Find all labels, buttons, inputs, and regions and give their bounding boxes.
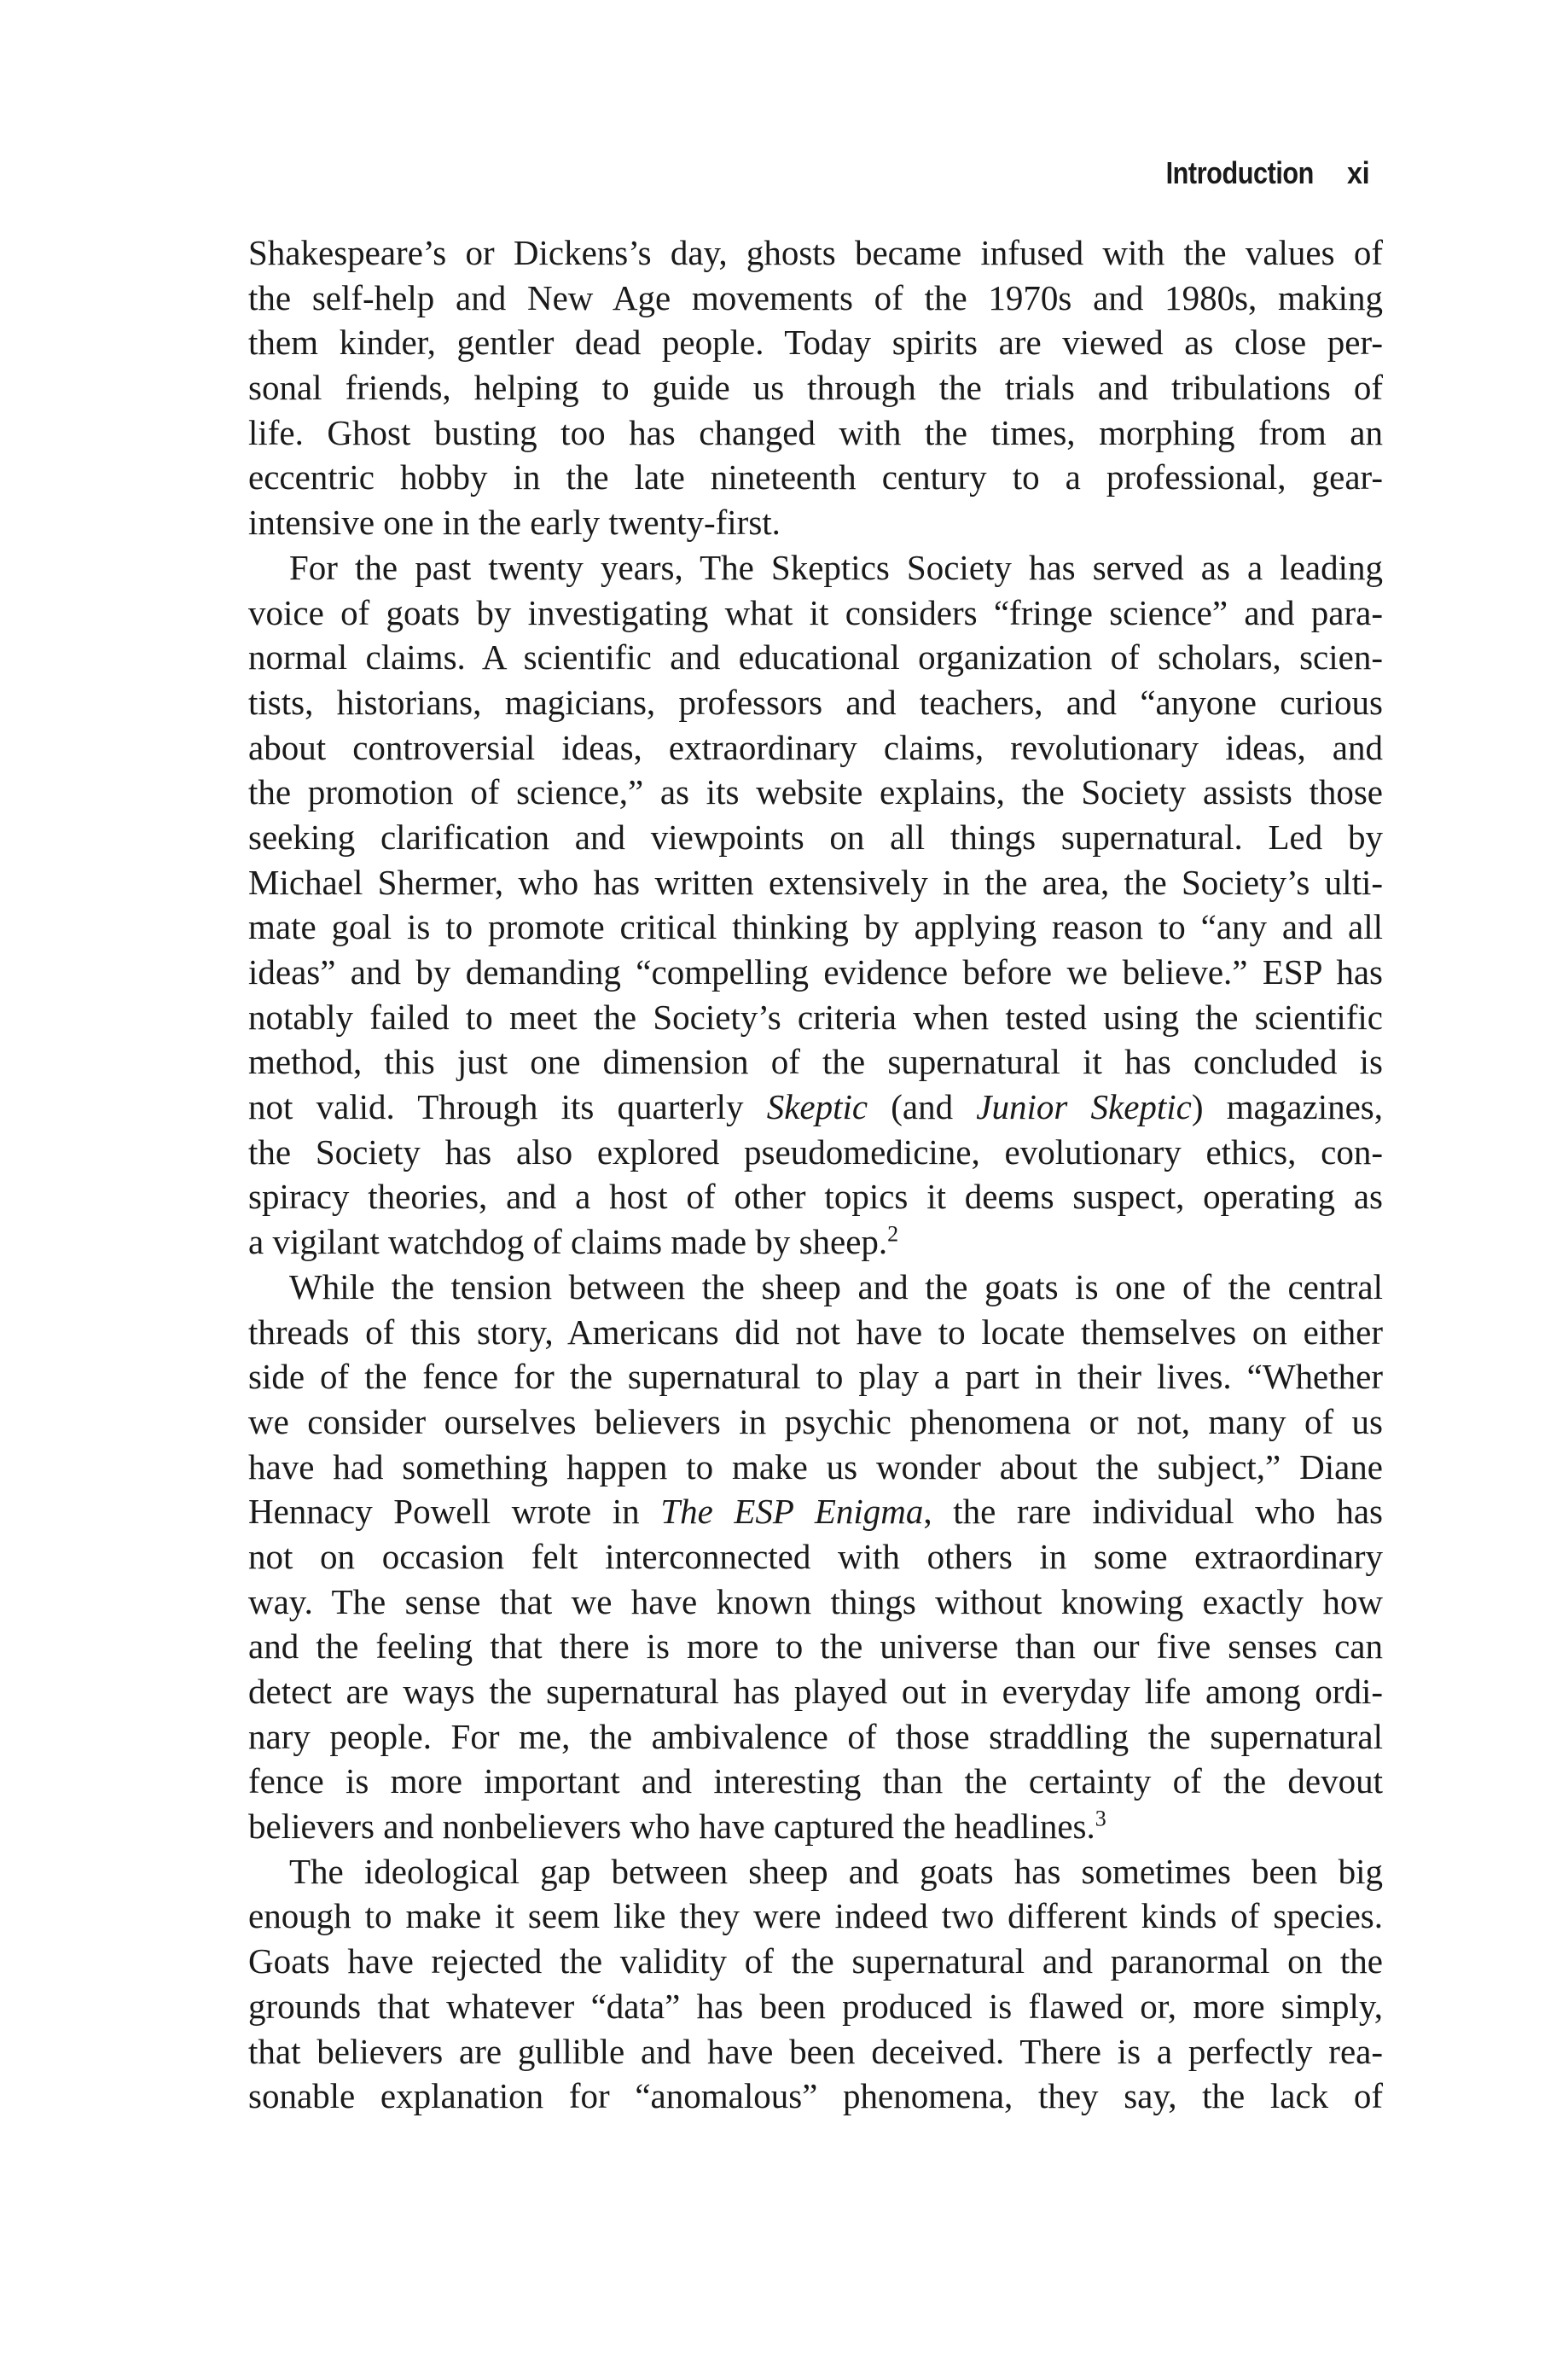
text-line: tists, historians, magicians, professors and teachers, and “anyone curious — [248, 682, 1383, 722]
text-line: the self-help and New Age movements of the 1970s and 1980s, making — [248, 277, 1383, 317]
text-line: sonable explanation for “anomalous” phenomena, they say, the lack of — [248, 2076, 1383, 2116]
text-run: , the rare individual who has — [923, 1492, 1383, 1532]
text-line — [248, 1804, 1383, 1849]
text-line: The ideological gap between sheep and goats has sometimes been big — [289, 1851, 1383, 1891]
text-line: For the past twenty years, The Skeptics Society has served as a leading — [289, 547, 1383, 587]
text-line: mate goal is to promote critical thinking by applying reason to “any and all — [248, 907, 1383, 947]
text-line: about controversial ideas, extraordinary claims, revolutionary ideas, and — [248, 727, 1383, 767]
text-line: Michael Shermer, who has written extensively in the area, the Society’s ulti- — [248, 862, 1383, 902]
text-run: a vigilant watchdog of claims made by sheep. — [248, 1222, 888, 1262]
text-line — [248, 1489, 1383, 1534]
text-line: that believers are gullible and have been deceived. There is a perfectly rea- — [248, 2031, 1383, 2071]
text-line: way. The sense that we have known things without knowing exactly how — [248, 1581, 1383, 1621]
text-line: detect are ways the supernatural has played out in everyday life among ordi- — [248, 1672, 1383, 1711]
text-line: the promotion of science,” as its website explains, the Society assists those — [248, 772, 1383, 812]
italic-title: Junior Skeptic — [976, 1087, 1192, 1127]
text-line: intensive one in the early twenty-first. — [248, 503, 781, 543]
text-line: fence is more important and interesting than the certainty of the devout — [248, 1761, 1383, 1801]
text-line: them kinder, gentler dead people. Today spirits are viewed as close per- — [248, 323, 1383, 363]
text-line: Shakespeare’s or Dickens’s day, ghosts became infused with the values of — [248, 233, 1383, 272]
text-line: While the tension between the sheep and the goats is one of the central — [289, 1266, 1383, 1306]
text-line: seeking clarification and viewpoints on all things supernatural. Led by — [248, 817, 1383, 857]
text-line — [248, 1219, 1383, 1265]
text-line: have had something happen to make us wonder about the subject,” Diane — [248, 1446, 1383, 1487]
footnote-ref: 3 — [1095, 1806, 1106, 1831]
text-line: voice of goats by investigating what it considers “fringe science” and para- — [248, 592, 1383, 632]
text-line: life. Ghost busting too has changed with the times, morphing from an — [248, 412, 1383, 452]
text-line — [248, 1085, 1383, 1130]
text-line: grounds that whatever “data” has been produced is flawed or, more simply, — [248, 1986, 1383, 2026]
text-line: Goats have rejected the validity of the supernatural and paranormal on the — [248, 1941, 1383, 1981]
text-line: enough to make it seem like they were indeed two different kinds of species. — [248, 1896, 1383, 1936]
text-line: threads of this story, Americans did not have to locate themselves on either — [248, 1312, 1383, 1352]
text-line: not on occasion felt interconnected with others in some extraordinary — [248, 1536, 1383, 1576]
page-number: xi — [1346, 155, 1370, 190]
text-line: nary people. For me, the ambivalence of those straddling the supernatural — [248, 1716, 1383, 1756]
text-line: and the feeling that there is more to the universe than our five senses can — [248, 1626, 1383, 1667]
text-run: believers and nonbelievers who have captured the headlines. — [248, 1807, 1095, 1847]
text-line: spiracy theories, and a host of other topics it deems suspect, operating as — [248, 1177, 1383, 1217]
body-text — [248, 230, 1383, 2119]
text-line: eccentric hobby in the late nineteenth century to a professional, gear- — [248, 457, 1383, 497]
italic-title: The ESP Enigma — [660, 1492, 924, 1532]
text-run: Hennacy Powell wrote in — [248, 1492, 661, 1532]
footnote-ref: 2 — [887, 1221, 899, 1247]
running-head — [1140, 155, 1373, 191]
text-run: (and — [868, 1087, 977, 1127]
italic-title: Skeptic — [766, 1087, 868, 1127]
text-line: normal claims. A scientific and educational organization of scholars, scien- — [248, 637, 1383, 678]
text-line: method, this just one dimension of the supernatural it has concluded is — [248, 1042, 1383, 1082]
text-run: not valid. Through its quarterly — [248, 1087, 767, 1127]
text-run: ) magazines, — [1191, 1087, 1383, 1127]
text-line: notably failed to meet the Society’s criteria when tested using the scientific — [248, 997, 1383, 1037]
running-head-title: Introduction — [1165, 155, 1314, 190]
text-line: sonal friends, helping to guide us through the trials and tribulations of — [248, 368, 1383, 408]
text-line: side of the fence for the supernatural to play a part in their lives. “Whether — [248, 1357, 1383, 1397]
text-line: ideas” and by demanding “compelling evidence before we believe.” ESP has — [248, 952, 1383, 992]
text-line: we consider ourselves believers in psychic phenomena or not, many of us — [248, 1401, 1383, 1441]
text-line: the Society has also explored pseudomedicine, evolutionary ethics, con- — [248, 1132, 1383, 1172]
